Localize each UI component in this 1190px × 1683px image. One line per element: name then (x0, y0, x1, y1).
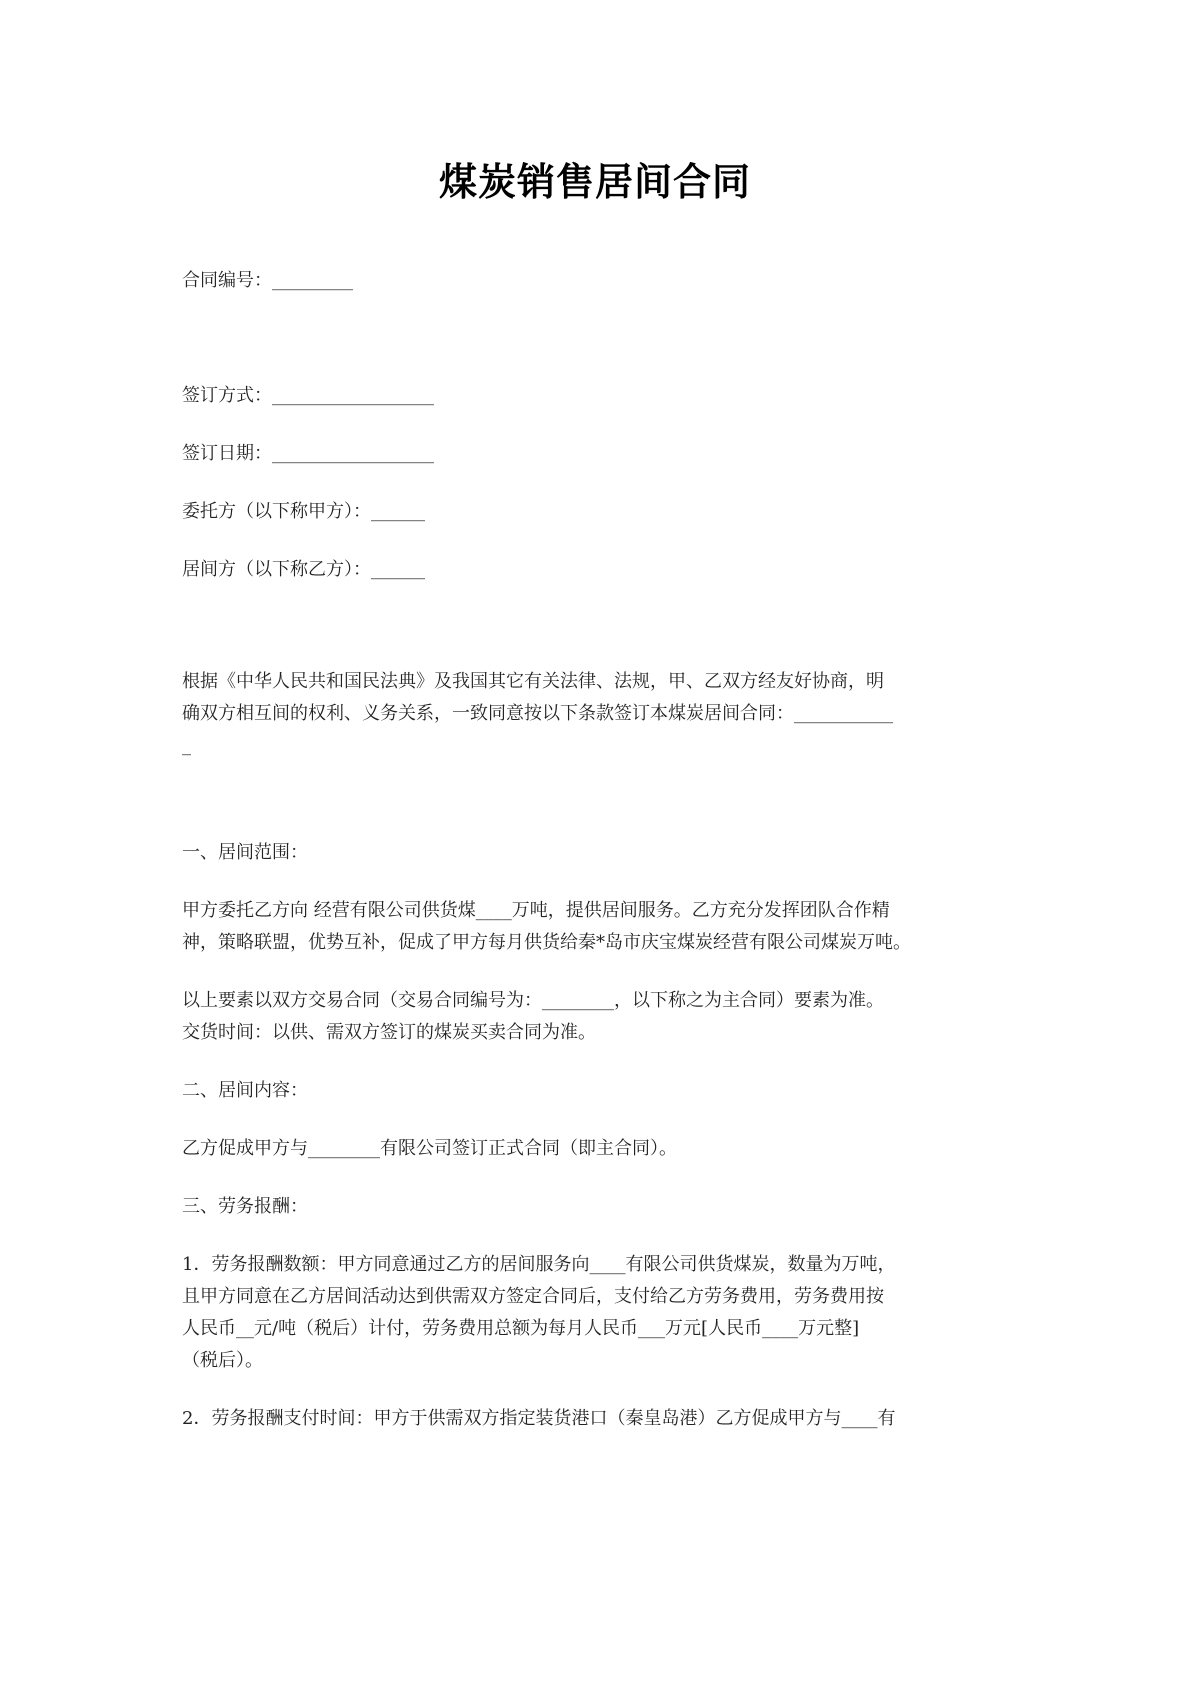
section-1-heading: 一、居间范围： (182, 842, 308, 863)
preamble-line-2: 确双方相互间的权利、义务关系，一致同意按以下条款签订本煤炭居间合同：___________ (182, 703, 893, 724)
section-1-para-2-line-1: 以上要素以双方交易合同（交易合同编号为：________，以下称之为主合同）要素为准。 (182, 990, 884, 1011)
section-1-para-2-line-2: 交货时间：以供、需双方签订的煤炭买卖合同为准。 (182, 1022, 596, 1043)
party-a-field: 委托方（以下称甲方）：______ (182, 501, 425, 522)
preamble-line-3: _ (182, 735, 191, 756)
document-title: 煤炭销售居间合同 (438, 159, 751, 204)
section-3-item-1-line-4: （税后）。 (182, 1350, 263, 1371)
section-3-item-2-line-1: 2．劳务报酬支付时间：甲方于供需双方指定装货港口（秦皇岛港）乙方促成甲方与____有 (182, 1408, 896, 1429)
signing-method-field: 签订方式：__________________ (182, 385, 434, 406)
section-1-para-1-line-2: 神，策略联盟，优势互补，促成了甲方每月供货给秦*岛市庆宝煤炭经营有限公司煤炭万吨。 (182, 932, 911, 953)
party-b-field: 居间方（以下称乙方）：______ (182, 559, 425, 580)
section-3-heading: 三、劳务报酬： (182, 1196, 308, 1217)
section-2-heading: 二、居间内容： (182, 1080, 308, 1101)
signing-date-field: 签订日期：__________________ (182, 443, 434, 464)
section-2-para-1: 乙方促成甲方与________有限公司签订正式合同（即主合同）。 (182, 1138, 677, 1159)
preamble-line-1: 根据《中华人民共和国民法典》及我国其它有关法律、法规，甲、乙双方经友好协商，明 (182, 671, 884, 692)
section-3-item-1-line-3: 人民币__元/吨（税后）计付，劳务费用总额为每月人民币___万元[人民币____万元整] (182, 1318, 860, 1339)
contract-number-field: 合同编号：_________ (182, 270, 353, 291)
section-3-item-1-line-2: 且甲方同意在乙方居间活动达到供需双方签定合同后，支付给乙方劳务费用，劳务费用按 (182, 1286, 884, 1307)
section-3-item-1-line-1: 1．劳务报酬数额：甲方同意通过乙方的居间服务向____有限公司供货煤炭，数量为万吨， (182, 1254, 896, 1275)
section-1-para-1-line-1: 甲方委托乙方向 经营有限公司供货煤____万吨，提供居间服务。乙方充分发挥团队合作精 (182, 900, 890, 921)
